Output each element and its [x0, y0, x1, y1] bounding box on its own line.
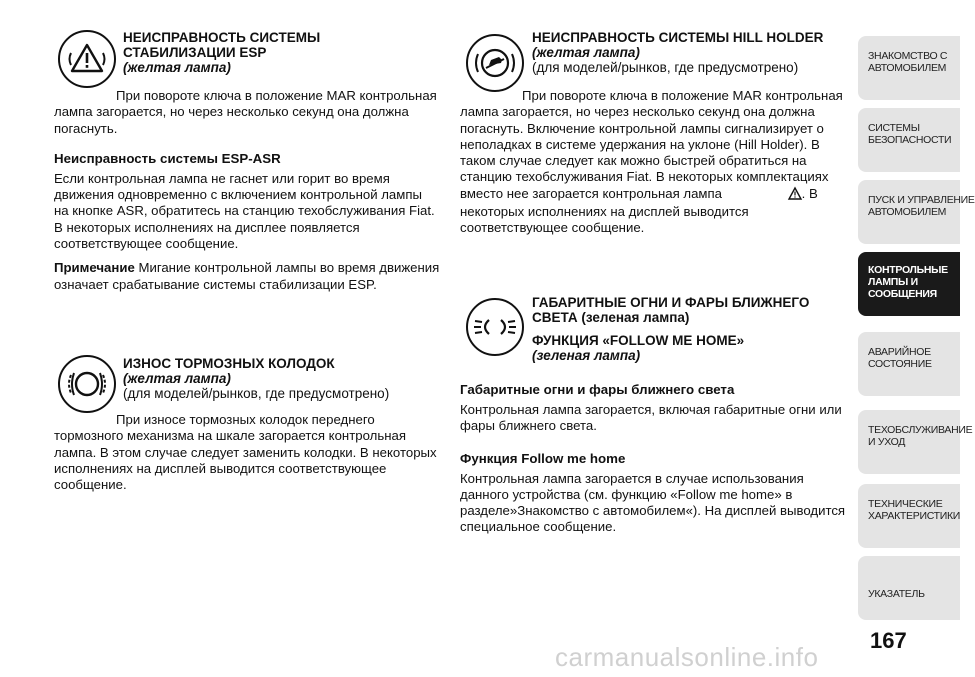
tab-maintenance[interactable] — [858, 410, 973, 474]
esp-body-block — [54, 88, 440, 293]
esp-heading — [123, 30, 320, 75]
tab-label: ХАРАКТЕРИСТИКИ — [868, 510, 961, 522]
esp-note-body: Мигание контрольной лампы во время движения означает срабатывание системы стабилизации ESP. — [54, 260, 440, 292]
brake-body-block — [54, 412, 440, 493]
follow-body: Контрольная лампа загорается в случае использования данного устройства (см. функцию «Follow me home» в разделе»Знакомство с автомобилем«). На дисплей выводится специальное сообщение. — [460, 470, 846, 535]
esp-asr-heading: Неисправность системы ESP-ASR — [54, 150, 281, 166]
tab-emergency[interactable] — [858, 332, 960, 396]
hill-note: (для моделей/рынков, где предусмотрено) — [532, 60, 799, 75]
tab-label: И УХОД — [868, 436, 906, 448]
follow-title: ФУНКЦИЯ «FOLLOW ME HOME» — [532, 333, 745, 348]
hill-body — [460, 88, 848, 237]
esp-warning-icon — [58, 30, 116, 88]
hill-subtitle: (желтая лампа) — [532, 45, 640, 60]
tab-label: ЗНАКОМСТВО С — [868, 50, 948, 62]
hill-body-text: При повороте ключа в положение MAR контрольная лампа загорается, но через несколько секунд она должна погаснуть. Включение контрольной лампы сигнализирует о неполадках в системе удержания на уклоне (Hill Holder). В таком случае следует как можно быстрей обратиться на станцию техобслуживания Fiat. В некоторых комплектациях вместо нее загорается контрольная лампа — [460, 88, 843, 201]
tab-label: АВТОМОБИЛЕМ — [868, 62, 947, 74]
brake-title: ИЗНОС ТОРМОЗНЫХ КОЛОДОК — [123, 356, 335, 371]
lights-title-line1: ГАБАРИТНЫЕ ОГНИ И ФАРЫ БЛИЖНЕГО — [532, 295, 810, 310]
esp-subtitle: (желтая лампа) — [123, 60, 231, 75]
esp-note — [54, 260, 440, 293]
esp-note-label: Примечание — [54, 260, 135, 276]
follow-subtitle: (зеленая лампа) — [532, 348, 641, 363]
hill-heading — [532, 30, 823, 75]
page-number: 167 — [870, 628, 907, 653]
esp-title-line1: НЕИСПРАВНОСТЬ СИСТЕМЫ — [123, 30, 321, 45]
tab-warning-lights-active[interactable] — [858, 252, 960, 316]
brake-pad-icon — [58, 355, 116, 413]
tab-label: СООБЩЕНИЯ — [868, 288, 937, 300]
hill-body-tail: . В некоторых исполнениях на дисплей выводится соответствующее сообщение. — [460, 185, 818, 236]
hill-body-block — [460, 88, 848, 237]
brake-subtitle: (желтая лампа) — [123, 371, 231, 386]
lights-body-block — [460, 382, 848, 536]
tab-label: ЛАМПЫ И — [868, 276, 918, 288]
lights-subheading: Габаритные огни и фары ближнего света — [460, 382, 735, 397]
tab-label: АВТОМОБИЛЕМ — [868, 206, 947, 218]
tab-starting-driving[interactable] — [858, 180, 975, 244]
tab-safety[interactable] — [858, 108, 960, 172]
lights-title-line2: СВЕТА (зеленая лампа) — [532, 310, 690, 325]
tab-getting-to-know[interactable] — [858, 36, 960, 100]
tab-label: КОНТРОЛЬНЫЕ — [868, 264, 948, 276]
tab-label: СИСТЕМЫ — [868, 122, 920, 134]
tab-index[interactable] — [858, 556, 960, 620]
tab-technical-specs[interactable] — [858, 484, 960, 548]
follow-subheading: Функция Follow me home — [460, 450, 626, 466]
tab-label: УКАЗАТЕЛЬ — [868, 588, 925, 600]
esp-asr-body: Если контрольная лампа не гаснет или горит во время движения одновременно с включением контрольной лампы на кнопке ASR, обратитесь на станцию техобслуживания Fiat. В некоторых исполнениях на дисплее появляется соответствующее сообщение. — [54, 170, 435, 252]
brake-body: При износе тормозных колодок переднего тормозного механизма на шкале загорается контрольная лампа. В этом случае следует заменить колодки. В некоторых исполнениях на дисплей выводится соответствующее сообщение. — [54, 412, 437, 493]
hill-holder-icon — [466, 34, 524, 92]
tab-label: ТЕХНИЧЕСКИЕ — [868, 498, 943, 510]
esp-title-line2: СТАБИЛИЗАЦИИ ESP — [123, 45, 267, 60]
tab-label: СОСТОЯНИЕ — [868, 358, 932, 370]
tab-label: АВАРИЙНОЕ — [868, 346, 931, 358]
esp-body: При повороте ключа в положение MAR контрольная лампа загорается, но через несколько секунд она должна погаснуть. — [54, 88, 437, 136]
low-beam-icon — [466, 298, 524, 356]
tab-label: ПУСК И УПРАВЛЕНИЕ — [868, 194, 975, 206]
hill-title: НЕИСПРАВНОСТЬ СИСТЕМЫ HILL HOLDER — [532, 30, 824, 45]
lights-heading — [532, 295, 809, 363]
brake-note: (для моделей/рынков, где предусмотрено) — [123, 386, 390, 401]
tab-label: ТЕХОБСЛУЖИВАНИЕ — [868, 424, 973, 436]
brake-heading — [123, 356, 389, 401]
inline-warning-icon — [726, 187, 802, 204]
watermark: carmanualsonline.info — [555, 642, 819, 672]
tab-label: БЕЗОПАСНОСТИ — [868, 134, 952, 146]
lights-body: Контрольная лампа загорается, включая габаритные огни или фары ближнего света. — [460, 402, 842, 434]
